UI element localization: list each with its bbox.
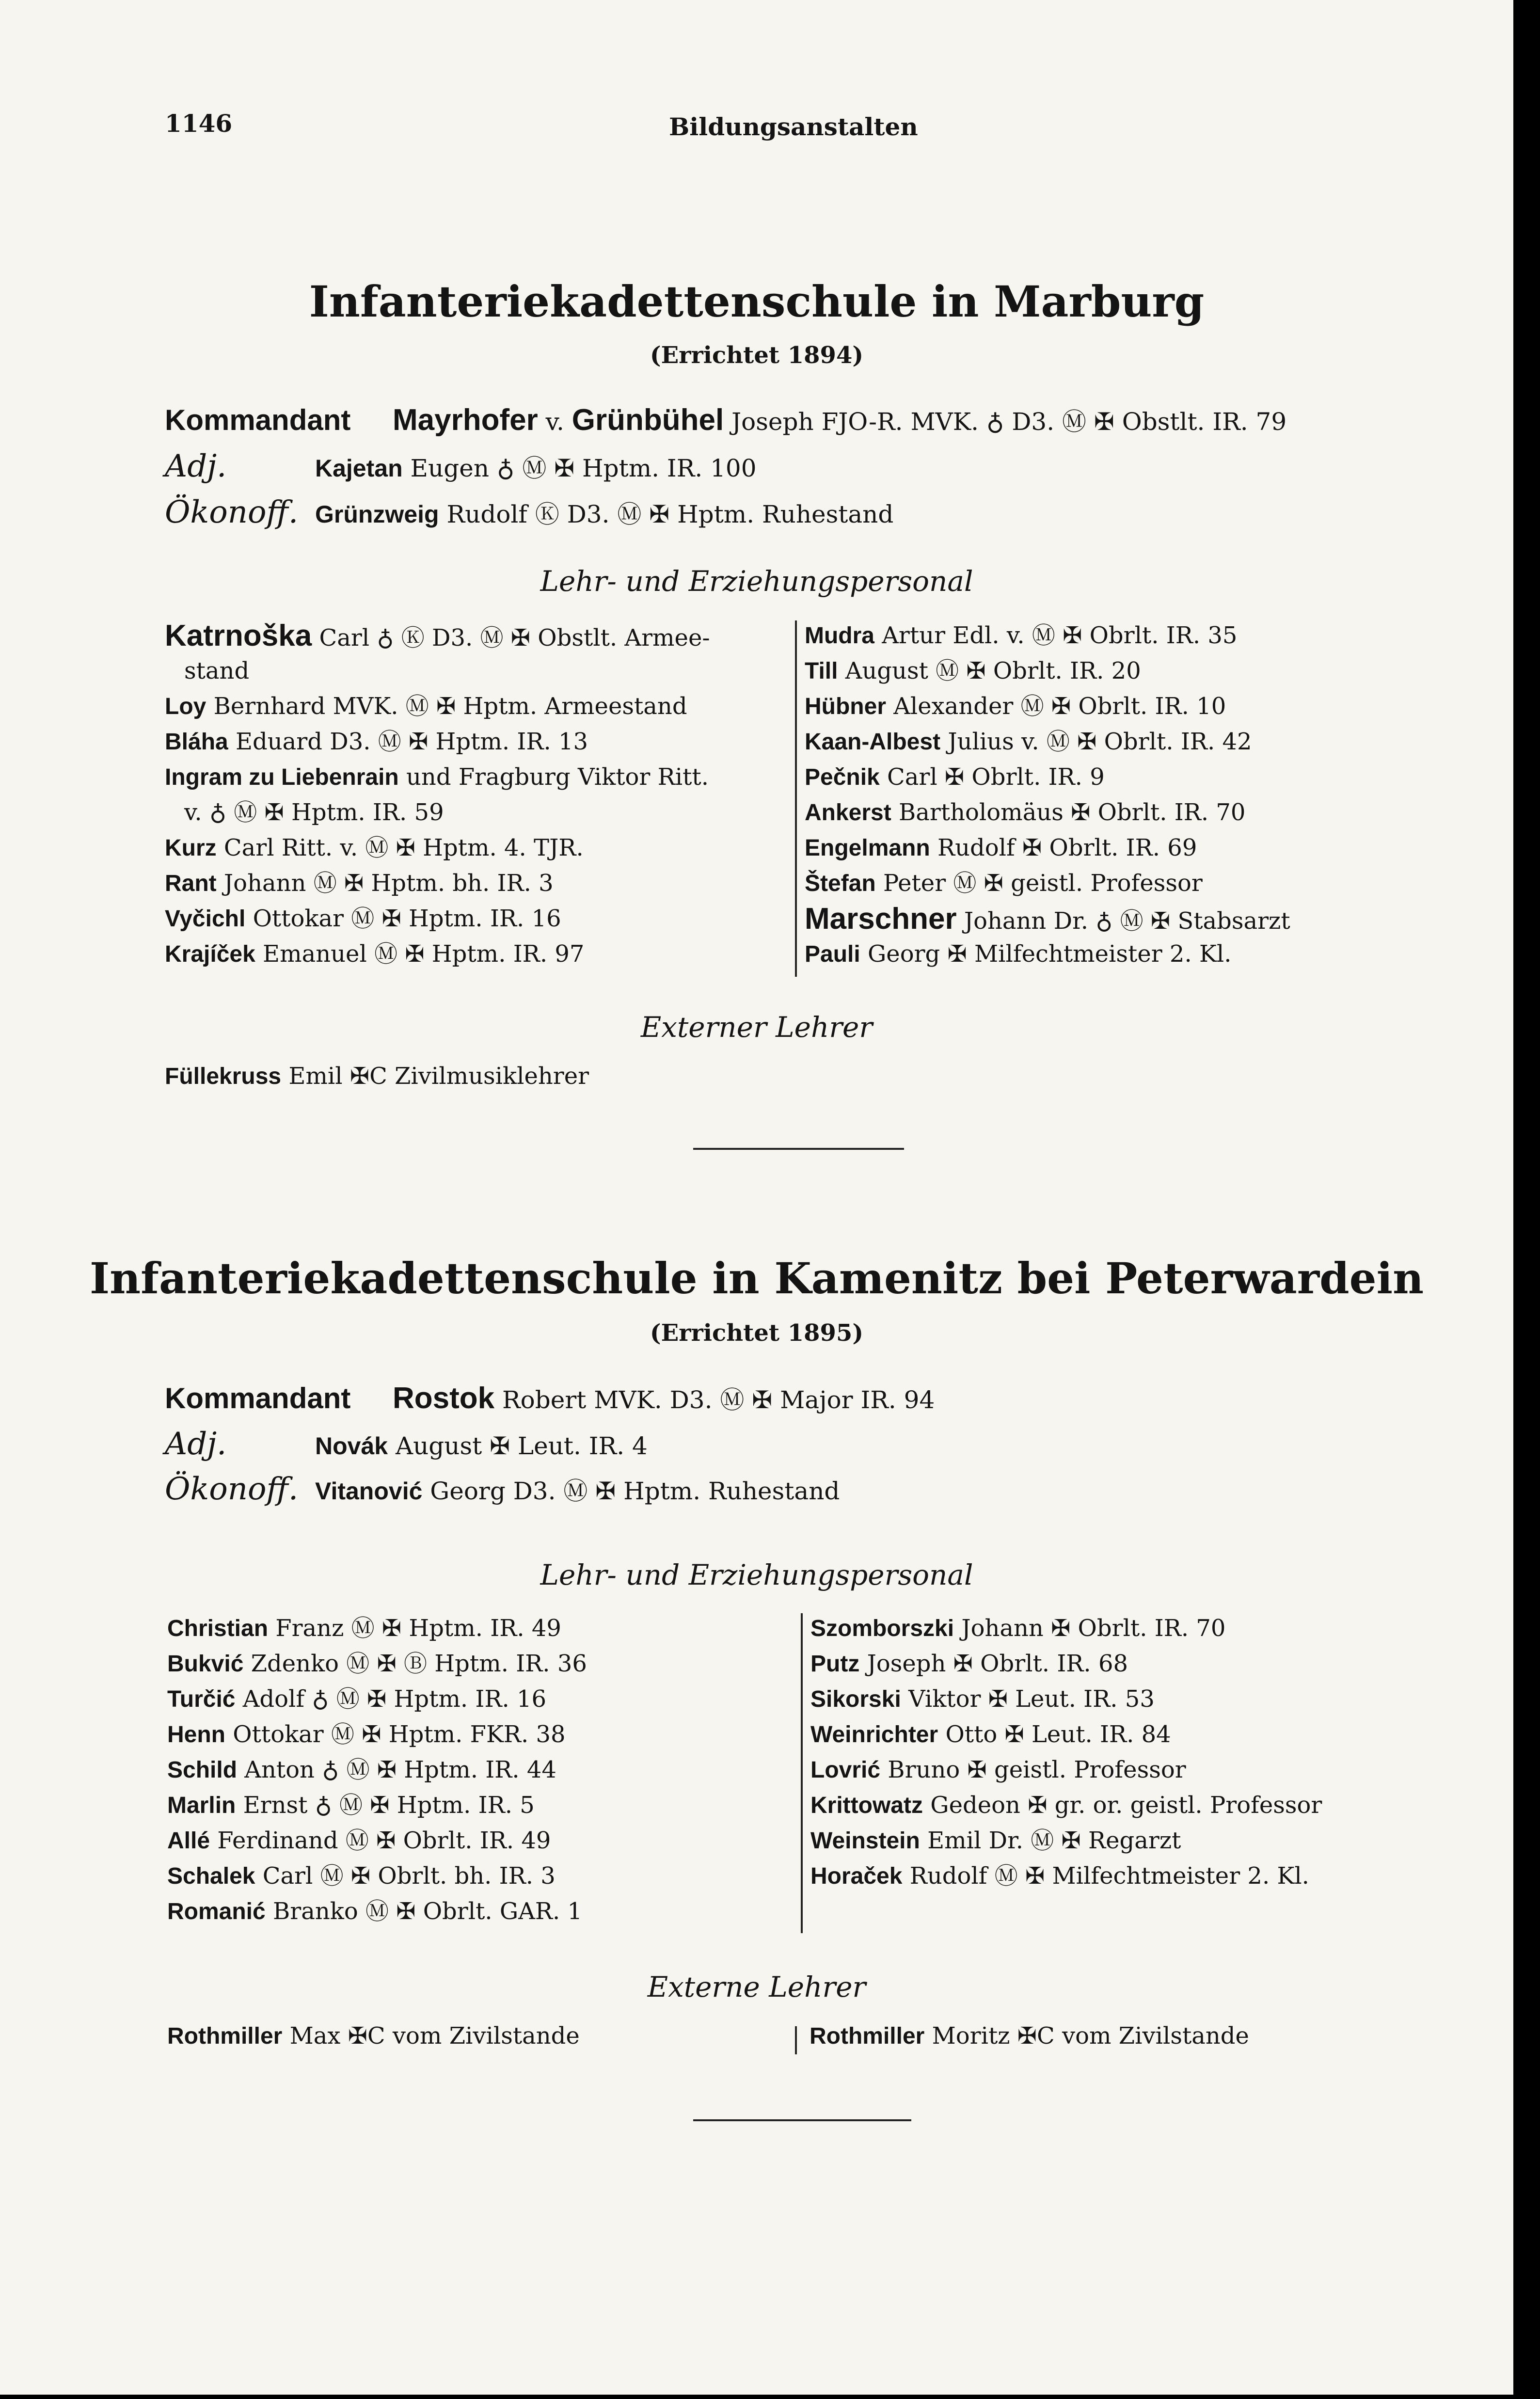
staff-entry [167, 1646, 587, 1682]
commandant-line-marburg [165, 402, 1286, 437]
surname: Loy [165, 694, 206, 719]
entry-details: Anton ♁ Ⓜ ✠ Hptm. IR. 44 [237, 1756, 556, 1783]
surname: Krajíček [165, 941, 255, 967]
surname: Romanić [167, 1899, 266, 1924]
surname: Vitanović [315, 1478, 423, 1505]
surname: Rothmiller [810, 2023, 925, 2049]
staff-entry [810, 1788, 1322, 1823]
surname: Lovrić [810, 1757, 881, 1783]
entry-details: Otto ✠ Leut. IR. 84 [938, 1721, 1171, 1748]
entry-details: Carl Ⓜ ✠ Obrlt. bh. IR. 3 [255, 1862, 556, 1890]
staff-entry-continuation [165, 653, 710, 689]
entry-details: Alexander Ⓜ ✠ Obrlt. IR. 10 [886, 693, 1226, 720]
role-label: Kommandant [165, 404, 351, 436]
entry-details: Moritz ✠C vom Zivilstande [924, 2022, 1249, 2049]
staff-column-left-marburg [165, 618, 710, 972]
surname: Füllekruss [165, 1064, 282, 1089]
entry-details: Joseph ✠ Obrlt. IR. 68 [859, 1650, 1128, 1677]
staff-column-right-marburg [805, 618, 1290, 972]
staff-heading-kamenitz: Lehr- und Erziehungspersonal [540, 1558, 973, 1591]
staff-entry [805, 866, 1290, 901]
external-entry [167, 2022, 580, 2049]
staff-entry [810, 1611, 1322, 1646]
entry-details: Emanuel Ⓜ ✠ Hptm. IR. 97 [255, 940, 585, 968]
staff-entry [165, 866, 710, 901]
entry-details: Emil ✠C Zivilmusiklehrer [281, 1063, 589, 1090]
entry-details: Eduard D3. Ⓜ ✠ Hptm. IR. 13 [228, 728, 588, 755]
surname: Marschner [805, 902, 957, 936]
adjutant-line-marburg [165, 448, 757, 484]
surname: Schild [167, 1757, 238, 1783]
staff-entry [167, 1823, 587, 1859]
surname: Allé [167, 1828, 210, 1854]
entry-details: Zdenko Ⓜ ✠ Ⓑ Hptm. IR. 36 [243, 1650, 587, 1677]
staff-entry [167, 1717, 587, 1752]
entry-details: Georg D3. Ⓜ ✠ Hptm. Ruhestand [422, 1477, 840, 1505]
external-entry [165, 1063, 589, 1090]
surname: Weinstein [810, 1828, 920, 1854]
entry-details: Viktor ✠ Leut. IR. 53 [901, 1685, 1155, 1713]
surname: Katrnoška [165, 619, 312, 652]
role-label: Kommandant [165, 1382, 351, 1414]
staff-entry [167, 1894, 587, 1929]
entry-details: Bernhard MVK. Ⓜ ✠ Hptm. Armeestand [206, 693, 687, 720]
surname: Novák [315, 1432, 388, 1460]
staff-entry [810, 1682, 1322, 1717]
surname: Pečnik [805, 764, 880, 790]
entry-details: Peter Ⓜ ✠ geistl. Professor [875, 870, 1203, 897]
staff-entry [167, 1682, 587, 1717]
staff-entry [810, 1823, 1322, 1859]
entry-details: und Fragburg Viktor Ritt. [398, 763, 709, 791]
staff-entry [805, 618, 1290, 653]
entry-details: Ottokar Ⓜ ✠ Hptm. IR. 16 [245, 905, 561, 932]
surname: Kurz [165, 835, 217, 861]
staff-entry [165, 760, 710, 795]
surname: Vyčichl [165, 906, 246, 932]
entry-details: Johann Ⓜ ✠ Hptm. bh. IR. 3 [216, 870, 554, 897]
section-title-kamenitz: Infanteriekadettenschule in Kamenitz bei Peterwardein [89, 1253, 1424, 1303]
entry-details: Julius v. Ⓜ ✠ Obrlt. IR. 42 [940, 728, 1252, 755]
established-kamenitz: (Errichtet 1895) [650, 1319, 864, 1347]
surname: Christian [167, 1616, 269, 1641]
staff-entry [805, 901, 1290, 937]
entry-details: August Ⓜ ✠ Obrlt. IR. 20 [838, 657, 1141, 684]
staff-entry [167, 1859, 587, 1894]
surname: Bukvić [167, 1651, 244, 1677]
economist-line-marburg [165, 494, 893, 530]
column-divider [795, 2026, 797, 2054]
entry-details: Johann Dr. ♁ Ⓜ ✠ Stabsarzt [956, 907, 1290, 935]
staff-entry [810, 1752, 1322, 1788]
entry-details: Ottokar Ⓜ ✠ Hptm. FKR. 38 [225, 1721, 566, 1748]
staff-entry [165, 901, 710, 937]
role-label: Adj. [165, 448, 227, 484]
surname: Turčić [167, 1686, 236, 1712]
surname: Rothmiller [167, 2023, 283, 2049]
entry-details: Adolf ♁ Ⓜ ✠ Hptm. IR. 16 [235, 1685, 547, 1713]
running-title: Bildungsanstalten [669, 112, 918, 141]
external-heading-marburg: Externer Lehrer [640, 1011, 873, 1044]
staff-entry [805, 937, 1290, 972]
surname: Štefan [805, 871, 876, 896]
surname: Grünbühel [572, 403, 724, 437]
page-number: 1146 [165, 109, 233, 138]
entry-details: Max ✠C vom Zivilstande [282, 2022, 580, 2049]
staff-entry [805, 689, 1290, 724]
staff-entry [805, 653, 1290, 689]
economist-line-kamenitz [165, 1471, 840, 1507]
entry-details: Artur Edl. v. Ⓜ ✠ Obrlt. IR. 35 [874, 622, 1238, 649]
staff-column-right-kamenitz [810, 1611, 1322, 1894]
surname: Ankerst [805, 800, 891, 826]
staff-entry [165, 618, 710, 653]
entry-details: Ernst ♁ Ⓜ ✠ Hptm. IR. 5 [236, 1792, 535, 1819]
entry-details: Bartholomäus ✠ Obrlt. IR. 70 [891, 799, 1246, 826]
column-divider [801, 1613, 803, 1933]
entry-details: Rudolf Ⓜ ✠ Milfechtmeister 2. Kl. [902, 1862, 1309, 1890]
section-divider [693, 1148, 904, 1150]
entry-details: Gedeon ✠ gr. or. geistl. Professor [922, 1792, 1322, 1819]
section-divider [693, 2119, 911, 2121]
entry-details: Carl ♁ Ⓚ D3. Ⓜ ✠ Obstlt. Armee- [312, 624, 710, 651]
role-label: Adj. [165, 1426, 227, 1462]
entry-details: Franz Ⓜ ✠ Hptm. IR. 49 [268, 1615, 561, 1642]
staff-heading-marburg: Lehr- und Erziehungspersonal [540, 565, 973, 598]
adjutant-line-kamenitz [165, 1426, 648, 1462]
entry-details: Carl ✠ Obrlt. IR. 9 [879, 763, 1105, 791]
surname: Putz [810, 1651, 860, 1677]
role-label: Ökonoff. [165, 1471, 299, 1507]
surname: Rant [165, 871, 217, 896]
external-heading-kamenitz: Externe Lehrer [647, 1970, 866, 2003]
commandant-line-kamenitz [165, 1381, 935, 1415]
surname: Szomborszki [810, 1616, 954, 1641]
surname: Marlin [167, 1793, 236, 1818]
staff-entry [805, 760, 1290, 795]
entry-details: v. ♁ Ⓜ ✠ Hptm. IR. 59 [184, 799, 444, 826]
external-entry [810, 2022, 1249, 2049]
entry-details: stand [184, 657, 250, 684]
section-title-marburg: Infanteriekadettenschule in Marburg [309, 276, 1205, 327]
entry-details: Eugen ♁ Ⓜ ✠ Hptm. IR. 100 [402, 454, 757, 482]
staff-entry [165, 937, 710, 972]
entry-details: Johann ✠ Obrlt. IR. 70 [954, 1615, 1226, 1642]
staff-entry [810, 1859, 1322, 1894]
particle: v. [538, 408, 572, 436]
staff-entry [165, 689, 710, 724]
surname: Pauli [805, 941, 860, 967]
entry-details: Robert MVK. D3. Ⓜ ✠ Major IR. 94 [494, 1386, 935, 1414]
staff-entry [167, 1752, 587, 1788]
surname: Krittowatz [810, 1793, 923, 1818]
column-divider [795, 620, 797, 977]
staff-entry [167, 1611, 587, 1646]
entry-details: Bruno ✠ geistl. Professor [880, 1756, 1186, 1783]
staff-entry [805, 724, 1290, 760]
staff-entry [805, 795, 1290, 830]
surname: Engelmann [805, 835, 930, 861]
surname: Grünzweig [315, 501, 439, 528]
surname: Schalek [167, 1863, 255, 1889]
staff-entry [810, 1717, 1322, 1752]
surname: Horaček [810, 1863, 903, 1889]
entry-details: Rudolf ✠ Obrlt. IR. 69 [930, 834, 1197, 861]
staff-column-left-kamenitz [167, 1611, 587, 1929]
surname: Bláha [165, 729, 228, 755]
entry-details: Rudolf Ⓚ D3. Ⓜ ✠ Hptm. Ruhestand [439, 500, 894, 528]
surname: Weinrichter [810, 1722, 938, 1748]
entry-details: August ✠ Leut. IR. 4 [388, 1432, 648, 1460]
staff-entry [165, 724, 710, 760]
surname: Hübner [805, 694, 886, 719]
surname: Kaan-Albest [805, 729, 941, 755]
entry-details: Joseph FJO-R. MVK. ♁ D3. Ⓜ ✠ Obstlt. IR. 79 [724, 408, 1287, 436]
established-marburg: (Errichtet 1894) [650, 342, 864, 369]
staff-entry [810, 1646, 1322, 1682]
surname: Henn [167, 1722, 225, 1748]
staff-entry [165, 830, 710, 866]
surname: Ingram zu Liebenrain [165, 764, 399, 790]
staff-entry-continuation [165, 795, 710, 830]
staff-entry [805, 830, 1290, 866]
entry-details: Georg ✠ Milfechtmeister 2. Kl. [860, 940, 1232, 968]
role-label: Ökonoff. [165, 494, 299, 530]
entry-details: Ferdinand Ⓜ ✠ Obrlt. IR. 49 [210, 1827, 551, 1854]
surname: Mayrhofer [393, 403, 538, 437]
surname: Sikorski [810, 1686, 901, 1712]
surname: Kajetan [315, 455, 403, 482]
staff-entry [167, 1788, 587, 1823]
surname: Rostok [393, 1382, 495, 1415]
entry-details: Carl Ritt. v. Ⓜ ✠ Hptm. 4. TJR. [216, 834, 584, 861]
entry-details: Emil Dr. Ⓜ ✠ Regarzt [920, 1827, 1181, 1854]
entry-details: Branko Ⓜ ✠ Obrlt. GAR. 1 [265, 1898, 583, 1925]
surname: Till [805, 658, 838, 684]
surname: Mudra [805, 623, 874, 649]
